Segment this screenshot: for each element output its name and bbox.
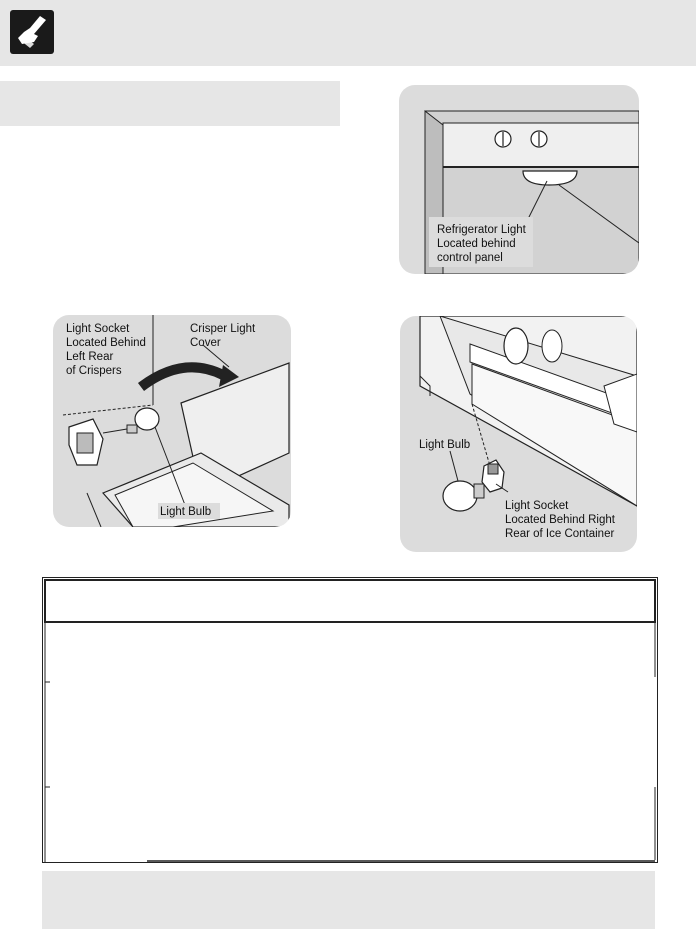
- refrigerator-light-label-1: Refrigerator Light: [437, 224, 526, 236]
- crisper-bulb-label: Light Bulb: [160, 506, 212, 518]
- footer-band: [42, 871, 655, 929]
- refrigerator-light-label-3: control panel: [437, 252, 503, 264]
- crisper-cover-label-1: Crisper Light: [190, 323, 256, 335]
- crisper-socket-label-1: Light Socket: [66, 323, 130, 335]
- crisper-cover-label-2: Cover: [190, 337, 221, 349]
- hand-tool-icon: [10, 10, 54, 54]
- ice-bulb-label: Light Bulb: [419, 439, 471, 451]
- ice-socket-label-1: Light Socket: [505, 500, 569, 512]
- ice-socket-label-2: Located Behind Right: [505, 514, 615, 526]
- refrigerator-control-panel-drawing: [399, 85, 639, 274]
- header-band: [0, 0, 696, 66]
- section-heading-bar: [0, 81, 340, 126]
- crisper-socket-label-2: Located Behind: [66, 337, 146, 349]
- crisper-socket-label-4: of Crispers: [66, 365, 122, 377]
- bulb-table-frame: [42, 577, 658, 863]
- figure-refrigerator-light: [399, 85, 639, 274]
- figure-ice-container-light: [400, 316, 637, 552]
- crisper-socket-label-3: Left Rear: [66, 351, 114, 363]
- figure-crisper-light: [53, 315, 291, 527]
- ice-socket-label-3: Rear of Ice Container: [505, 528, 615, 540]
- refrigerator-light-label-2: Located behind: [437, 238, 516, 250]
